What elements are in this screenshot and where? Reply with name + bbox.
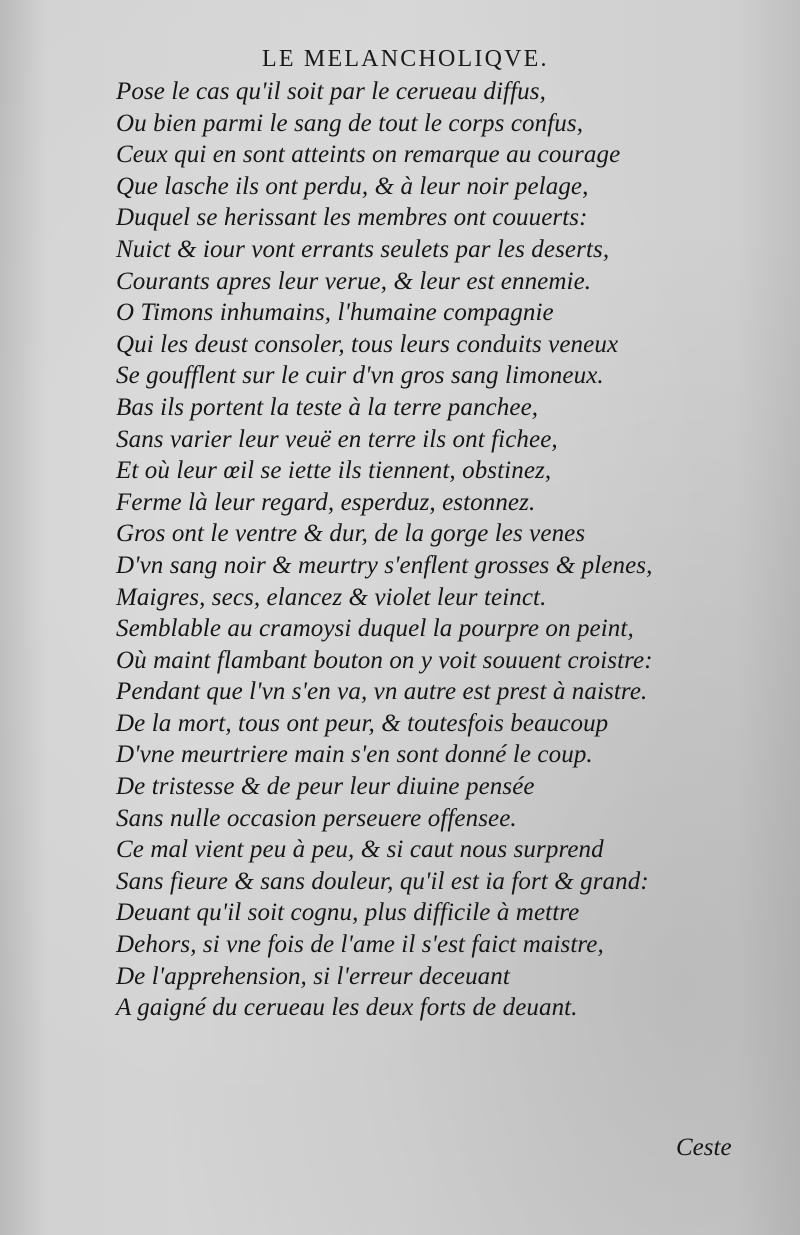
- verse-line: Où maint flambant bouton on y voit souuent croistre:: [116, 646, 653, 674]
- verse-line: Maigres, secs, elancez & violet leur teinct.: [116, 583, 547, 611]
- verse-line: A gaigné du cerueau les deux forts de deuant.: [116, 994, 578, 1022]
- verse-line: Duquel se herissant les membres ont couuerts:: [116, 204, 588, 232]
- verse-line: D'vne meurtriere main s'en sont donné le coup.: [116, 741, 593, 769]
- verse-line: Ou bien parmi le sang de tout le corps confus,: [116, 109, 584, 137]
- verse-line: Dehors, si vne fois de l'ame il s'est faict maistre,: [116, 931, 604, 959]
- verse-line: Qui les deust consoler, tous leurs conduits veneux: [116, 330, 619, 358]
- verse-line: Pose le cas qu'il soit par le cerueau diffus,: [116, 78, 546, 105]
- verse-line: Courants apres leur verue, & leur est ennemie.: [116, 267, 592, 295]
- verse-line: De l'apprehension, si l'erreur deceuant: [116, 962, 510, 990]
- catchword: Ceste: [676, 1134, 732, 1161]
- verse-line: Sans varier leur veuë en terre ils ont fichee,: [116, 425, 558, 453]
- verse-line: De la mort, tous ont peur, & toutesfois beaucoup: [116, 709, 609, 737]
- verse-line: Sans fieure & sans douleur, qu'il est ia fort & grand:: [116, 867, 649, 895]
- verse-line: Ferme là leur regard, esperduz, estonnez.: [116, 488, 536, 516]
- verse-line: Nuict & iour vont errants seulets par les deserts,: [116, 235, 610, 263]
- verse-line: Pendant que l'vn s'en va, vn autre est prest à naistre.: [116, 678, 648, 706]
- verse-line: Et où leur œil se iette ils tiennent, obstinez,: [116, 457, 552, 485]
- verse-line: O Timons inhumains, l'humaine compagnie: [116, 299, 554, 327]
- verse-line: De tristesse & de peur leur diuine pensée: [116, 773, 535, 801]
- verse-line: Sans nulle occasion perseuere offensee.: [116, 804, 517, 832]
- verse-line: Deuant qu'il soit cognu, plus difficile à mettre: [116, 899, 580, 927]
- verse-line: Ceux qui en sont atteints on remarque au courage: [116, 141, 621, 169]
- verse-line: Bas ils portent la teste à la terre panchee,: [116, 393, 539, 421]
- verse-line: Semblable au cramoysi duquel la pourpre on peint,: [116, 615, 634, 643]
- verse-line: D'vn sang noir & meurtry s'enflent grosses & plenes,: [116, 551, 653, 579]
- verse-line: Gros ont le ventre & dur, de la gorge les venes: [116, 520, 586, 548]
- running-head: LE MELANCHOLIQVE.: [262, 46, 549, 72]
- verse-line: Que lasche ils ont perdu, & à leur noir pelage,: [116, 172, 589, 200]
- verse-line: Se goufflent sur le cuir d'vn gros sang limoneux.: [116, 362, 604, 390]
- verse-line: Ce mal vient peu à peu, & si caut nous surprend: [116, 836, 604, 864]
- poem-text: [116, 76, 653, 1024]
